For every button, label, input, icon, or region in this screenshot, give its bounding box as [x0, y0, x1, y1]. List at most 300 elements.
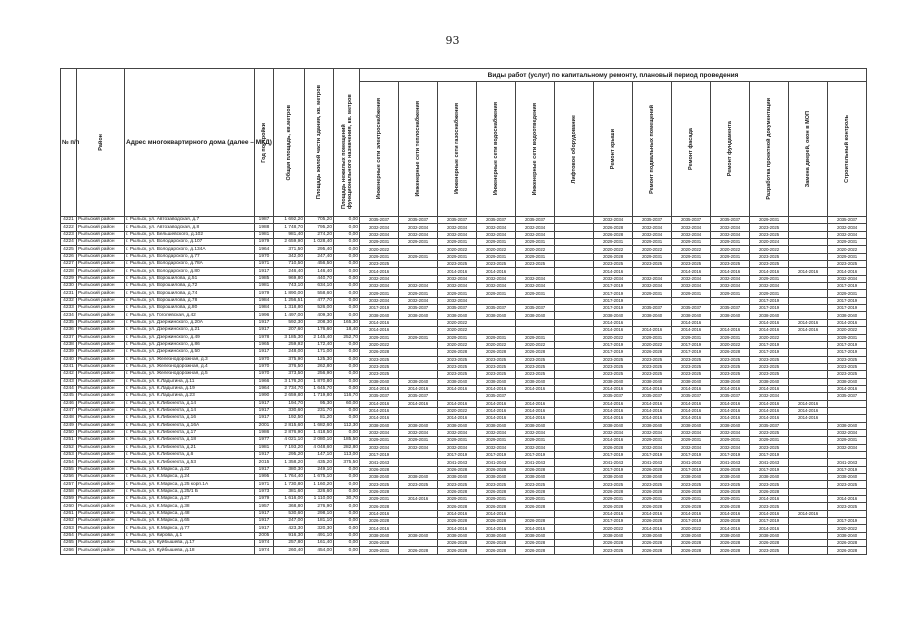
cell-total-area: 1 748,70 [274, 224, 305, 231]
cell-work-period: 2038-2040 [672, 378, 711, 385]
cell-work-period: 2014-2016 [360, 415, 399, 422]
cell-living-area: 181,10 [305, 518, 334, 525]
cell-work-period: 2017-2019 [750, 305, 789, 312]
cell-address: г. Рыльск, ул. Володарского, д.77 [125, 253, 255, 260]
cell-living-area: 208,30 [305, 319, 334, 326]
cell-work-period: 2029-2031 [399, 437, 438, 444]
cell-living-area: 1 870,80 [305, 378, 334, 385]
table-row [61, 540, 867, 547]
cell-work-period: 2014-2016 [711, 407, 750, 414]
cell-living-area: 634,10 [305, 283, 334, 290]
cell-work-period: 2032-2034 [438, 275, 477, 282]
cell-work-period: 2014-2016 [672, 415, 711, 422]
cell-nonliving-area: 375,50 [334, 459, 360, 466]
cell-address: г. Рыльск, ул. Дзержинского, д.20А [125, 319, 255, 326]
cell-work-period: 2038-2040 [711, 312, 750, 319]
cell-work-period: 2014-2016 [711, 525, 750, 532]
cell-work-period [789, 518, 828, 525]
cell-work-period: 2014-2016 [477, 510, 516, 517]
cell-work-period: 2014-2016 [750, 525, 789, 532]
cell-work-period [399, 261, 438, 268]
col-header-work: Строительный контроль [828, 82, 867, 217]
table-row [61, 407, 867, 414]
cell-district: Рыльский район [77, 525, 125, 532]
cell-nonliving-area: 0,00 [334, 341, 360, 348]
cell-work-period: 2014-2016 [360, 268, 399, 275]
table-row [61, 334, 867, 341]
cell-work-period: 2035-2037 [711, 305, 750, 312]
cell-work-period: 2014-2016 [360, 407, 399, 414]
cell-work-period: 2020-2022 [438, 319, 477, 326]
cell-total-area: 4 021,10 [274, 437, 305, 444]
cell-work-period: 2023-2025 [828, 503, 867, 510]
cell-work-period: 2023-2025 [438, 261, 477, 268]
cell-work-period: 2032-2034 [633, 231, 672, 238]
col-header-work: Инженерные сети водоотведения [516, 82, 555, 217]
cell-work-period [555, 393, 594, 400]
cell-work-period: 2029-2031 [672, 437, 711, 444]
cell-number: 4221 [61, 217, 77, 224]
cell-year: 1974 [255, 540, 274, 547]
cell-work-period: 2026-2028 [399, 547, 438, 554]
cell-work-period: 2023-2025 [672, 261, 711, 268]
cell-living-area: 454,00 [305, 547, 334, 554]
cell-nonliving-area: 116,70 [334, 393, 360, 400]
cell-work-period [555, 297, 594, 304]
cell-work-period: 2038-2040 [633, 312, 672, 319]
cell-work-period [477, 327, 516, 334]
cell-total-area: 381,60 [274, 488, 305, 495]
col-header-work: Инженерные сети теплоснабжения [399, 82, 438, 217]
cell-work-period: 2032-2034 [399, 297, 438, 304]
cell-total-area: 371,50 [274, 246, 305, 253]
cell-work-period: 2035-2037 [672, 393, 711, 400]
cell-work-period [477, 319, 516, 326]
cell-work-period: 2032-2034 [399, 444, 438, 451]
cell-work-period: 2029-2031 [438, 239, 477, 246]
cell-work-period [399, 415, 438, 422]
cell-work-period: 2038-2040 [828, 474, 867, 481]
cell-work-period: 2017-2019 [438, 452, 477, 459]
cell-year: 1917 [255, 349, 274, 356]
cell-work-period: 2038-2040 [711, 474, 750, 481]
cell-year: 1995 [255, 474, 274, 481]
cell-work-period: 2014-2016 [711, 327, 750, 334]
cell-work-period: 2023-2025 [360, 363, 399, 370]
cell-work-period [555, 488, 594, 495]
cell-work-period: 2014-2016 [477, 407, 516, 414]
cell-district: Рыльский район [77, 290, 125, 297]
cell-work-period: 2020-2022 [828, 327, 867, 334]
cell-work-period: 2020-2022 [438, 246, 477, 253]
cell-year: 1917 [255, 415, 274, 422]
cell-district: Рыльский район [77, 261, 125, 268]
cell-work-period: 2026-2028 [594, 231, 633, 238]
cell-work-period: 2026-2028 [516, 518, 555, 525]
cell-work-period: 2035-2037 [399, 217, 438, 224]
cell-work-period: 2023-2025 [633, 371, 672, 378]
cell-work-period: 2020-2022 [477, 246, 516, 253]
cell-district: Рыльский район [77, 459, 125, 466]
cell-work-period: 2020-2022 [438, 327, 477, 334]
cell-work-period: 2026-2028 [438, 488, 477, 495]
cell-work-period: 2023-2025 [750, 224, 789, 231]
cell-work-period: 2014-2016 [477, 385, 516, 392]
cell-work-period: 2029-2031 [672, 239, 711, 246]
works-group-header: Виды работ (услуг) по капитальному ремонту, плановый период проведения [360, 69, 867, 82]
cell-work-period [516, 297, 555, 304]
cell-work-period: 2023-2025 [477, 363, 516, 370]
cell-work-period: 2026-2028 [594, 540, 633, 547]
cell-total-area: 2 876,90 [274, 429, 305, 436]
cell-work-period [555, 239, 594, 246]
cell-nonliving-area: 60,00 [334, 400, 360, 407]
cell-number: 4228 [61, 268, 77, 275]
cell-work-period: 2023-2025 [672, 363, 711, 370]
cell-work-period: 2032-2034 [828, 275, 867, 282]
cell-year: 1984 [255, 297, 274, 304]
cell-work-period: 2017-2019 [360, 452, 399, 459]
cell-number: 4247 [61, 407, 77, 414]
cell-work-period [399, 540, 438, 547]
cell-year: 1970 [255, 371, 274, 378]
cell-address: г. Рыльск, ул. К.Либкнехта, д.14 [125, 400, 255, 407]
cell-work-period: 2029-2031 [711, 239, 750, 246]
cell-work-period: 2038-2040 [399, 312, 438, 319]
cell-nonliving-area: 0,00 [334, 525, 360, 532]
cell-work-period: 2029-2031 [828, 253, 867, 260]
cell-year: 1986 [255, 429, 274, 436]
cell-work-period [399, 275, 438, 282]
cell-living-area: 326,60 [305, 488, 334, 495]
cell-number: 4224 [61, 239, 77, 246]
cell-district: Рыльский район [77, 327, 125, 334]
cell-work-period [399, 268, 438, 275]
cell-number: 4236 [61, 327, 77, 334]
cell-work-period [399, 327, 438, 334]
cell-work-period: 2014-2016 [750, 319, 789, 326]
cell-work-period: 2017-2019 [594, 349, 633, 356]
cell-district: Рыльский район [77, 356, 125, 363]
cell-work-period: 2023-2025 [750, 261, 789, 268]
cell-work-period: 2014-2016 [516, 525, 555, 532]
cell-address: г. Рыльск, ул. Дзержинского, д.49 [125, 334, 255, 341]
cell-number: 4264 [61, 532, 77, 539]
cell-work-period: 2017-2019 [750, 518, 789, 525]
cell-total-area: 246,40 [274, 268, 305, 275]
cell-year: 1981 [255, 444, 274, 451]
cell-district: Рыльский район [77, 231, 125, 238]
col-header-work: Инженерные сети электроснабжения [360, 82, 399, 217]
cell-work-period: 2020-2022 [828, 525, 867, 532]
cell-district: Рыльский район [77, 253, 125, 260]
cell-work-period: 2014-2016 [672, 510, 711, 517]
cell-work-period [555, 305, 594, 312]
cell-work-period [399, 363, 438, 370]
cell-year: 1970 [255, 356, 274, 363]
cell-nonliving-area: 0,00 [334, 407, 360, 414]
cell-work-period: 2032-2034 [828, 224, 867, 231]
cell-work-period [399, 466, 438, 473]
cell-work-period: 2029-2031 [828, 437, 867, 444]
cell-work-period: 2035-2037 [360, 217, 399, 224]
cell-district: Рыльский район [77, 474, 125, 481]
cell-work-period: 2032-2034 [516, 231, 555, 238]
cell-work-period: 2041-2043 [438, 459, 477, 466]
col-header-year: Год постройки [255, 69, 274, 217]
cell-work-period: 2029-2031 [399, 253, 438, 260]
cell-nonliving-area: 0,00 [334, 246, 360, 253]
cell-work-period: 2032-2034 [438, 231, 477, 238]
cell-work-period: 2023-2025 [438, 481, 477, 488]
table-row [61, 452, 867, 459]
cell-work-period: 2017-2019 [828, 283, 867, 290]
cell-work-period: 2023-2025 [516, 371, 555, 378]
cell-district: Рыльский район [77, 466, 125, 473]
cell-work-period [399, 525, 438, 532]
cell-work-period: 2029-2031 [477, 437, 516, 444]
cell-total-area: 380,30 [274, 466, 305, 473]
cell-living-area: 4 048,60 [305, 444, 334, 451]
cell-work-period: 2023-2025 [516, 363, 555, 370]
cell-work-period: 2041-2043 [477, 459, 516, 466]
cell-address: г. Рыльск, ул. Дзержинского, д.86 [125, 341, 255, 348]
cell-total-area: 1 730,80 [274, 481, 305, 488]
cell-work-period: 2026-2028 [477, 518, 516, 525]
cell-address: г. Рыльск, ул. Кирова, д.1 [125, 532, 255, 539]
cell-district: Рыльский район [77, 334, 125, 341]
cell-nonliving-area: 0,00 [334, 217, 360, 224]
cell-nonliving-area: 282,80 [334, 444, 360, 451]
cell-work-period [555, 261, 594, 268]
cell-address: г. Рыльск, ул. Бельшевского, д.102 [125, 231, 255, 238]
cell-year: 1979 [255, 496, 274, 503]
cell-address: г. Рыльск, ул. Ворошилова, д.51 [125, 275, 255, 282]
table-row [61, 393, 867, 400]
cell-work-period: 2020-2022 [438, 341, 477, 348]
table-row [61, 341, 867, 348]
cell-work-period [555, 349, 594, 356]
cell-year: 1970 [255, 363, 274, 370]
cell-work-period: 2032-2034 [672, 444, 711, 451]
cell-total-area: 7 193,20 [274, 444, 305, 451]
cell-number: 4263 [61, 525, 77, 532]
cell-work-period: 2026-2028 [672, 503, 711, 510]
cell-work-period: 2026-2028 [633, 518, 672, 525]
cell-district: Рыльский район [77, 297, 125, 304]
cell-work-period: 2020-2024 [750, 239, 789, 246]
cell-work-period: 2032-2034 [594, 429, 633, 436]
table-row [61, 547, 867, 554]
cell-work-period [789, 481, 828, 488]
cell-work-period [399, 510, 438, 517]
cell-work-period: 2020-2022 [594, 246, 633, 253]
cell-nonliving-area: 0,00 [334, 283, 360, 290]
cell-work-period: 2038-2040 [594, 532, 633, 539]
cell-total-area: 192,50 [274, 415, 305, 422]
cell-work-period: 2014-2016 [438, 415, 477, 422]
cell-year: 1981 [255, 231, 274, 238]
cell-year: 1964 [255, 385, 274, 392]
cell-work-period [789, 474, 828, 481]
cell-work-period: 2023-2025 [594, 481, 633, 488]
cell-work-period: 2020-2022 [594, 334, 633, 341]
table-row [61, 437, 867, 444]
cell-work-period: 2035-2037 [828, 217, 867, 224]
cell-address: г. Рыльск, ул. К.Либкнехта, д.16 [125, 415, 255, 422]
cell-work-period: 2041-2043 [711, 459, 750, 466]
cell-work-period: 2020-2022 [672, 246, 711, 253]
cell-living-area: 795,20 [305, 224, 334, 231]
cell-year: 1917 [255, 510, 274, 517]
cell-work-period: 2026-2028 [360, 488, 399, 495]
table-row [61, 356, 867, 363]
cell-work-period: 2014-2016 [828, 385, 867, 392]
cell-work-period: 2032-2034 [516, 429, 555, 436]
cell-work-period: 2029-2031 [477, 239, 516, 246]
cell-living-area: 320,30 [305, 525, 334, 532]
cell-work-period [555, 246, 594, 253]
cell-work-period: 2026-2028 [828, 547, 867, 554]
cell-work-period: 2038-2040 [516, 378, 555, 385]
cell-nonliving-area: 0,00 [334, 239, 360, 246]
cell-work-period: 2014-2016 [750, 510, 789, 517]
cell-work-period: 2017-2019 [828, 466, 867, 473]
cell-work-period: 2029-2031 [711, 334, 750, 341]
cell-work-period [789, 312, 828, 319]
cell-work-period [555, 385, 594, 392]
col-header-nonliving-area: Площадь нежилых помещений функционального назначения, кв. метров [334, 69, 360, 217]
cell-work-period: 2029-2031 [399, 290, 438, 297]
cell-work-period: 2014-2016 [672, 268, 711, 275]
cell-work-period: 2014-2016 [594, 407, 633, 414]
table-row [61, 459, 867, 466]
cell-work-period: 2023-2025 [360, 371, 399, 378]
table-row [61, 319, 867, 326]
cell-work-period: 2023-2025 [477, 371, 516, 378]
cell-work-period: 2038-2040 [672, 422, 711, 429]
cell-work-period: 2017-2019 [633, 452, 672, 459]
cell-district: Рыльский район [77, 496, 125, 503]
cell-nonliving-area: 0,00 [334, 275, 360, 282]
capital-repair-table [60, 68, 867, 555]
col-header-living-area: Площадь жилой части здания, кв. метров [305, 69, 334, 217]
cell-year: 1977 [255, 437, 274, 444]
cell-address: г. Рыльск, ул. Ворошилова, д.72 [125, 283, 255, 290]
cell-total-area: 969,80 [274, 275, 305, 282]
cell-work-period: 2017-2019 [672, 349, 711, 356]
cell-work-period: 2029-2031 [516, 437, 555, 444]
cell-work-period: 2026-2028 [711, 503, 750, 510]
table-row [61, 275, 867, 282]
cell-work-period: 2014-2016 [828, 496, 867, 503]
cell-work-period: 2017-2019 [477, 452, 516, 459]
cell-total-area: 423,30 [274, 525, 305, 532]
cell-address: г. Рыльск, ул. К.Либкнехта, д.14 [125, 407, 255, 414]
cell-work-period [555, 253, 594, 260]
cell-work-period: 2029-2031 [516, 290, 555, 297]
cell-work-period: 2029-2031 [750, 275, 789, 282]
cell-work-period [555, 422, 594, 429]
cell-address: г. Рыльск, ул. Автозаводская, д.7 [125, 217, 255, 224]
cell-work-period: 2014-2016 [789, 415, 828, 422]
cell-address: г. Рыльск, ул. К.Либкнехта, д.16А [125, 422, 255, 429]
cell-number: 4252 [61, 444, 77, 451]
cell-district: Рыльский район [77, 224, 125, 231]
cell-work-period: 2032-2034 [516, 444, 555, 451]
cell-living-area: 440,70 [305, 275, 334, 282]
cell-work-period: 2014-2016 [711, 385, 750, 392]
cell-number: 4260 [61, 503, 77, 510]
cell-total-area: 207,60 [274, 327, 305, 334]
cell-work-period: 2023-2025 [594, 363, 633, 370]
cell-number: 4235 [61, 319, 77, 326]
cell-work-period: 2014-2016 [399, 496, 438, 503]
table-row [61, 246, 867, 253]
cell-living-area: 456,50 [305, 261, 334, 268]
col-header-total-area: Общая площадь, кв.метров [274, 69, 305, 217]
cell-work-period: 2038-2040 [516, 422, 555, 429]
cell-total-area: 2 734,70 [274, 385, 305, 392]
cell-work-period: 2014-2016 [594, 415, 633, 422]
cell-work-period: 2014-2016 [516, 415, 555, 422]
table-row [61, 224, 867, 231]
cell-work-period: 2023-2025 [477, 481, 516, 488]
cell-work-period: 2014-2016 [477, 268, 516, 275]
cell-work-period [789, 261, 828, 268]
cell-number: 4249 [61, 422, 77, 429]
cell-work-period: 2029-2031 [633, 496, 672, 503]
cell-year: 1971 [255, 481, 274, 488]
cell-year: 1988 [255, 224, 274, 231]
cell-work-period: 2017-2019 [594, 452, 633, 459]
cell-living-area: 95,30 [305, 400, 334, 407]
cell-district: Рыльский район [77, 283, 125, 290]
cell-work-period [399, 459, 438, 466]
cell-work-period: 2038-2040 [360, 422, 399, 429]
cell-work-period: 2032-2034 [399, 283, 438, 290]
cell-work-period: 2020-2022 [828, 246, 867, 253]
cell-work-period: 2017-2019 [594, 297, 633, 304]
cell-living-area: 147,10 [305, 452, 334, 459]
cell-number: 4241 [61, 363, 77, 370]
cell-work-period: 2029-2031 [672, 496, 711, 503]
cell-nonliving-area: 0,00 [334, 415, 360, 422]
cell-living-area: 1 675,10 [305, 474, 334, 481]
cell-work-period: 2017-2019 [360, 305, 399, 312]
cell-district: Рыльский район [77, 429, 125, 436]
cell-work-period: 2041-2043 [828, 459, 867, 466]
cell-living-area: 477,70 [305, 297, 334, 304]
cell-work-period: 2014-2016 [477, 415, 516, 422]
cell-work-period [789, 217, 828, 224]
table-row [61, 474, 867, 481]
cell-work-period: 2038-2040 [828, 422, 867, 429]
cell-work-period [789, 305, 828, 312]
cell-nonliving-area: 0,00 [334, 290, 360, 297]
cell-work-period: 2023-2025 [672, 481, 711, 488]
cell-work-period: 2038-2040 [399, 378, 438, 385]
cell-work-period: 2026-2028 [633, 488, 672, 495]
cell-total-area: 376,50 [274, 363, 305, 370]
cell-work-period: 2032-2034 [516, 283, 555, 290]
cell-work-period: 2029-2031 [711, 290, 750, 297]
cell-work-period: 2032-2034 [633, 283, 672, 290]
cell-district: Рыльский район [77, 422, 125, 429]
cell-work-period: 2023-2025 [633, 481, 672, 488]
cell-living-area: 435,20 [305, 459, 334, 466]
cell-number: 4223 [61, 231, 77, 238]
